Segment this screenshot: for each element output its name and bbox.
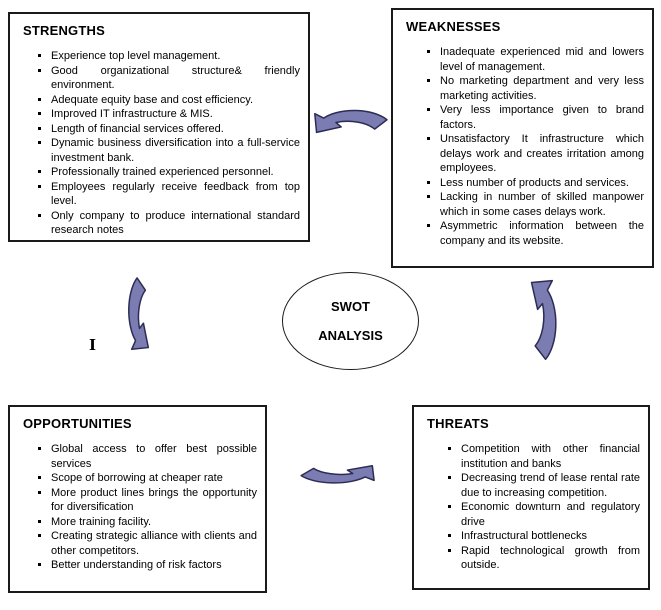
swot-analysis-ellipse: [282, 272, 419, 370]
threats-title: THREATS: [427, 416, 489, 431]
swot-bullet-item: ▪ Dynamic business diversification into a full-service investment bank.: [51, 136, 305, 165]
swot-bullet-item: ▪ Decreasing trend of lease rental rate due to increasing competition.: [461, 471, 645, 500]
swot-bullet-item: ▪ Economic downturn and regulatory drive: [461, 500, 645, 529]
weaknesses-title: WEAKNESSES: [406, 19, 501, 34]
swot-bullet-item: ▪ Scope of borrowing at cheaper rate: [51, 471, 262, 486]
center-label-line1: SWOT: [331, 299, 370, 314]
curved-arrow-threats-to-weaknesses-icon: [512, 271, 573, 367]
swot-bullet-item: ▪ More product lines brings the opportunity for diversification: [51, 486, 262, 515]
swot-bullet-item: ▪ Employees regularly receive feedback from top level.: [51, 180, 305, 209]
swot-bullet-item: ▪ Asymmetric information between the company and its website.: [440, 219, 649, 248]
swot-bullet-item: ▪ Experience top level management.: [51, 49, 305, 64]
swot-bullet-item: ▪ Creating strategic alliance with clients and other competitors.: [51, 529, 262, 558]
swot-bullet-item: ▪ Inadequate experienced mid and lowers level of management.: [440, 45, 649, 74]
swot-bullet-item: ▪ Less number of products and services.: [440, 176, 649, 191]
stray-cursor-mark: I: [89, 336, 97, 354]
curved-arrow-weaknesses-to-strengths-icon: [306, 95, 394, 150]
strengths-box: [8, 12, 310, 242]
curved-arrow-opportunities-to-threats-icon: [294, 452, 383, 495]
swot-bullet-item: ▪ Unsatisfactory It infrastructure which delays work and creates irritation among employees.: [440, 132, 649, 176]
swot-bullet-item: ▪ Infrastructural bottlenecks: [461, 529, 645, 544]
swot-bullet-item: ▪ Improved IT infrastructure & MIS.: [51, 107, 305, 122]
strengths-list: [10, 49, 305, 238]
swot-bullet-item: ▪ Good organizational structure& friendly environment.: [51, 64, 305, 93]
swot-bullet-item: ▪ Rapid technological growth from outside.: [461, 544, 645, 573]
swot-bullet-item: ▪ Competition with other financial institution and banks: [461, 442, 645, 471]
swot-bullet-item: ▪ Adequate equity base and cost efficiency.: [51, 93, 305, 108]
swot-bullet-item: ▪ Better understanding of risk factors: [51, 558, 262, 573]
swot-bullet-item: ▪ Professionally trained experienced personnel.: [51, 165, 305, 180]
swot-bullet-item: ▪ Very less importance given to brand factors.: [440, 103, 649, 132]
weaknesses-list: [393, 45, 649, 248]
swot-bullet-item: ▪ More training facility.: [51, 515, 262, 530]
opportunities-box: [8, 405, 267, 593]
threats-box: [412, 405, 650, 590]
opportunities-title: OPPORTUNITIES: [23, 416, 132, 431]
swot-bullet-item: ▪ Global access to offer best possible services: [51, 442, 262, 471]
swot-bullet-item: ▪ No marketing department and very less marketing activities.: [440, 74, 649, 103]
swot-bullet-item: ▪ Length of financial services offered.: [51, 122, 305, 137]
center-label-line2: ANALYSIS: [318, 328, 383, 343]
swot-bullet-item: ▪ Only company to produce international standard research notes: [51, 209, 305, 238]
opportunities-list: [10, 442, 262, 573]
curved-arrow-strengths-to-opportunities-icon: [115, 271, 164, 358]
strengths-title: STRENGTHS: [23, 23, 105, 38]
swot-bullet-item: ▪ Lacking in number of skilled manpower which in some cases delays work.: [440, 190, 649, 219]
threats-list: [414, 442, 645, 573]
weaknesses-box: [391, 8, 654, 268]
